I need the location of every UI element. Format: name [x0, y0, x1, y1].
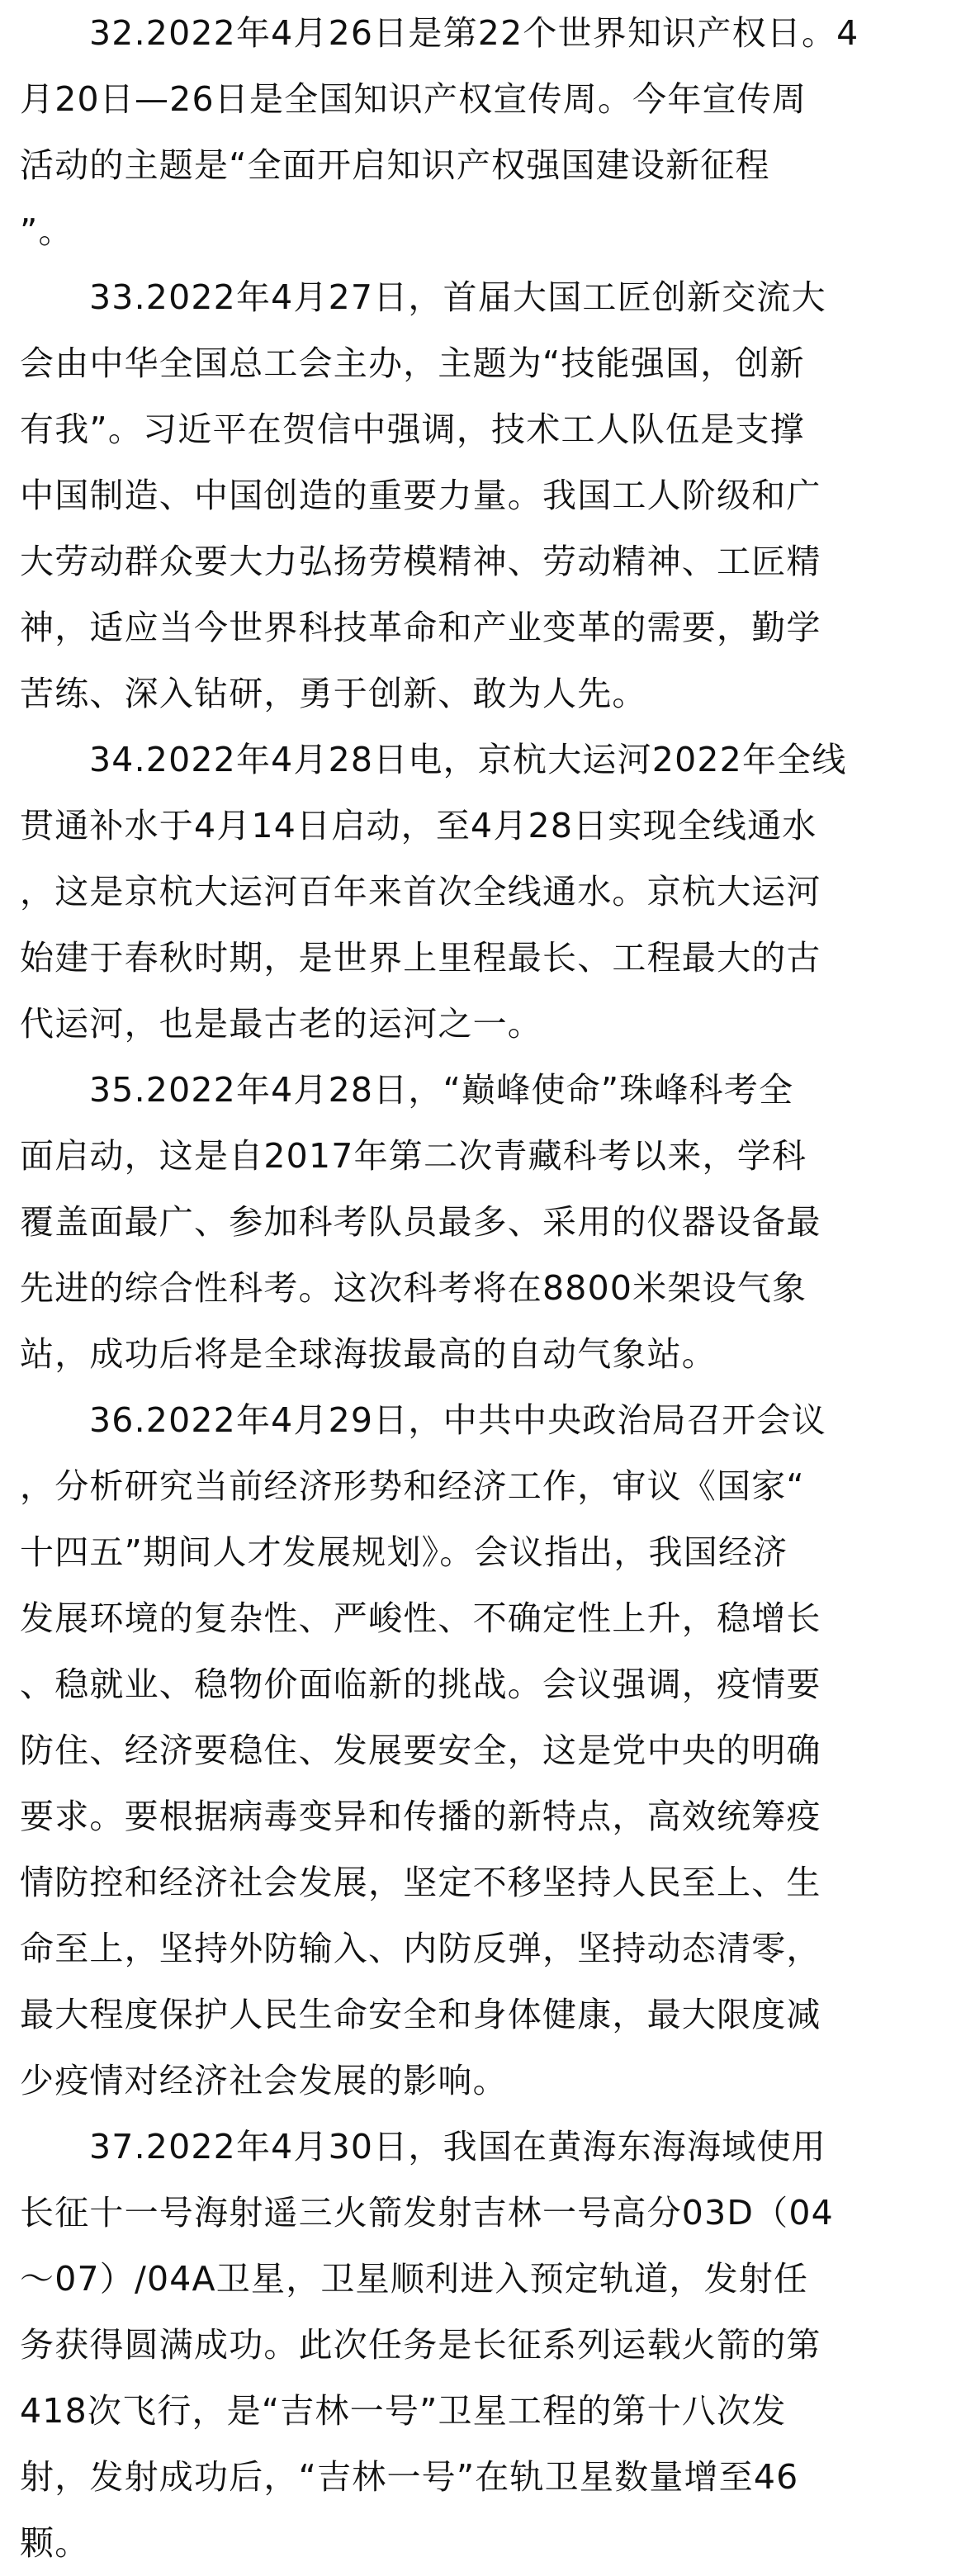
paragraph-line: 站，成功后将是全球海拔最高的自动气象站。	[20, 1334, 717, 1374]
paragraph-line: 长征十一号海射遥三火箭发射吉林一号高分03D（04	[20, 2193, 834, 2233]
paragraph-line: 射，发射成功后，“吉林一号”在轨卫星数量增至46	[20, 2457, 799, 2497]
paragraph-line: 、稳就业、稳物价面临新的挑战。会议强调，疫情要	[20, 1664, 821, 1704]
news-item-list	[20, 0, 938, 2576]
paragraph-line: 最大程度保护人民生命安全和身体健康，最大限度减	[20, 1995, 821, 2034]
news-paragraph	[20, 727, 938, 1057]
paragraph-line: 会由中华全国总工会主办，主题为“技能强国，创新	[20, 343, 805, 383]
news-paragraph	[20, 264, 938, 727]
paragraph-first-line: 36.2022年4月29日，中共中央政治局召开会议	[89, 1400, 826, 1440]
paragraph-line: 大劳动群众要大力弘扬劳模精神、劳动精神、工匠精	[20, 542, 821, 581]
paragraph-first-line: 33.2022年4月27日，首届大国工匠创新交流大	[89, 277, 826, 317]
paragraph-line: 情防控和经济社会发展，坚定不移坚持人民至上、生	[20, 1863, 821, 1902]
paragraph-line: 要求。要根据病毒变异和传播的新特点，高效统筹疫	[20, 1797, 821, 1836]
paragraph-line: 中国制造、中国创造的重要力量。我国工人阶级和广	[20, 476, 821, 515]
paragraph-line: ～07）/04A卫星，卫星顺利进入预定轨道，发射任	[20, 2259, 809, 2299]
paragraph-line: 防住、经济要稳住、发展要安全，这是党中央的明确	[20, 1731, 821, 1770]
paragraph-first-line: 37.2022年4月30日，我国在黄海东海海域使用	[89, 2127, 826, 2166]
paragraph-line: 先进的综合性科考。这次科考将在8800米架设气象	[20, 1268, 807, 1308]
paragraph-line: 少疫情对经济社会发展的影响。	[20, 2061, 508, 2100]
paragraph-line: 发展环境的复杂性、严峻性、不确定性上升，稳增长	[20, 1598, 821, 1638]
paragraph-line: 活动的主题是“全面开启知识产权强国建设新征程	[20, 145, 770, 185]
paragraph-line: 有我”。习近平在贺信中强调，技术工人队伍是支撑	[20, 410, 805, 449]
paragraph-line: 代运河，也是最古老的运河之一。	[20, 1004, 542, 1044]
news-paragraph	[20, 1057, 938, 1387]
paragraph-line: 十四五”期间人才发展规划》。会议指出，我国经济	[20, 1532, 788, 1572]
paragraph-line: 颗。	[20, 2523, 90, 2563]
news-paragraph	[20, 1387, 938, 2114]
paragraph-line: 面启动，这是自2017年第二次青藏科考以来，学科	[20, 1136, 807, 1176]
paragraph-line: 418次飞行，是“吉林一号”卫星工程的第十八次发	[20, 2391, 787, 2431]
paragraph-line: ”。	[20, 211, 73, 251]
paragraph-line: 覆盖面最广、参加科考队员最多、采用的仪器设备最	[20, 1202, 821, 1242]
paragraph-first-line: 34.2022年4月28日电，京杭大运河2022年全线	[89, 740, 847, 779]
paragraph-line: ，这是京杭大运河百年来首次全线通水。京杭大运河	[20, 872, 821, 912]
paragraph-line: 月20日—26日是全国知识产权宣传周。今年宣传周	[20, 79, 807, 119]
paragraph-line: 贯通补水于4月14日启动，至4月28日实现全线通水	[20, 806, 817, 845]
paragraph-first-line: 35.2022年4月28日，“巅峰使命”珠峰科考全	[89, 1070, 794, 1110]
paragraph-line: ，分析研究当前经济形势和经济工作，审议《国家“	[20, 1466, 805, 1506]
paragraph-line: 苦练、深入钻研，勇于创新、敢为人先。	[20, 674, 647, 713]
paragraph-line: 命至上，坚持外防输入、内防反弹，坚持动态清零，	[20, 1929, 821, 1968]
paragraph-line: 务获得圆满成功。此次任务是长征系列运载火箭的第	[20, 2325, 821, 2365]
paragraph-line: 神，适应当今世界科技革命和产业变革的需要，勤学	[20, 608, 821, 647]
paragraph-line: 始建于春秋时期，是世界上里程最长、工程最大的古	[20, 938, 821, 978]
paragraph-first-line: 32.2022年4月26日是第22个世界知识产权日。4	[89, 13, 859, 53]
news-paragraph	[20, 2114, 938, 2576]
news-paragraph	[20, 0, 938, 264]
